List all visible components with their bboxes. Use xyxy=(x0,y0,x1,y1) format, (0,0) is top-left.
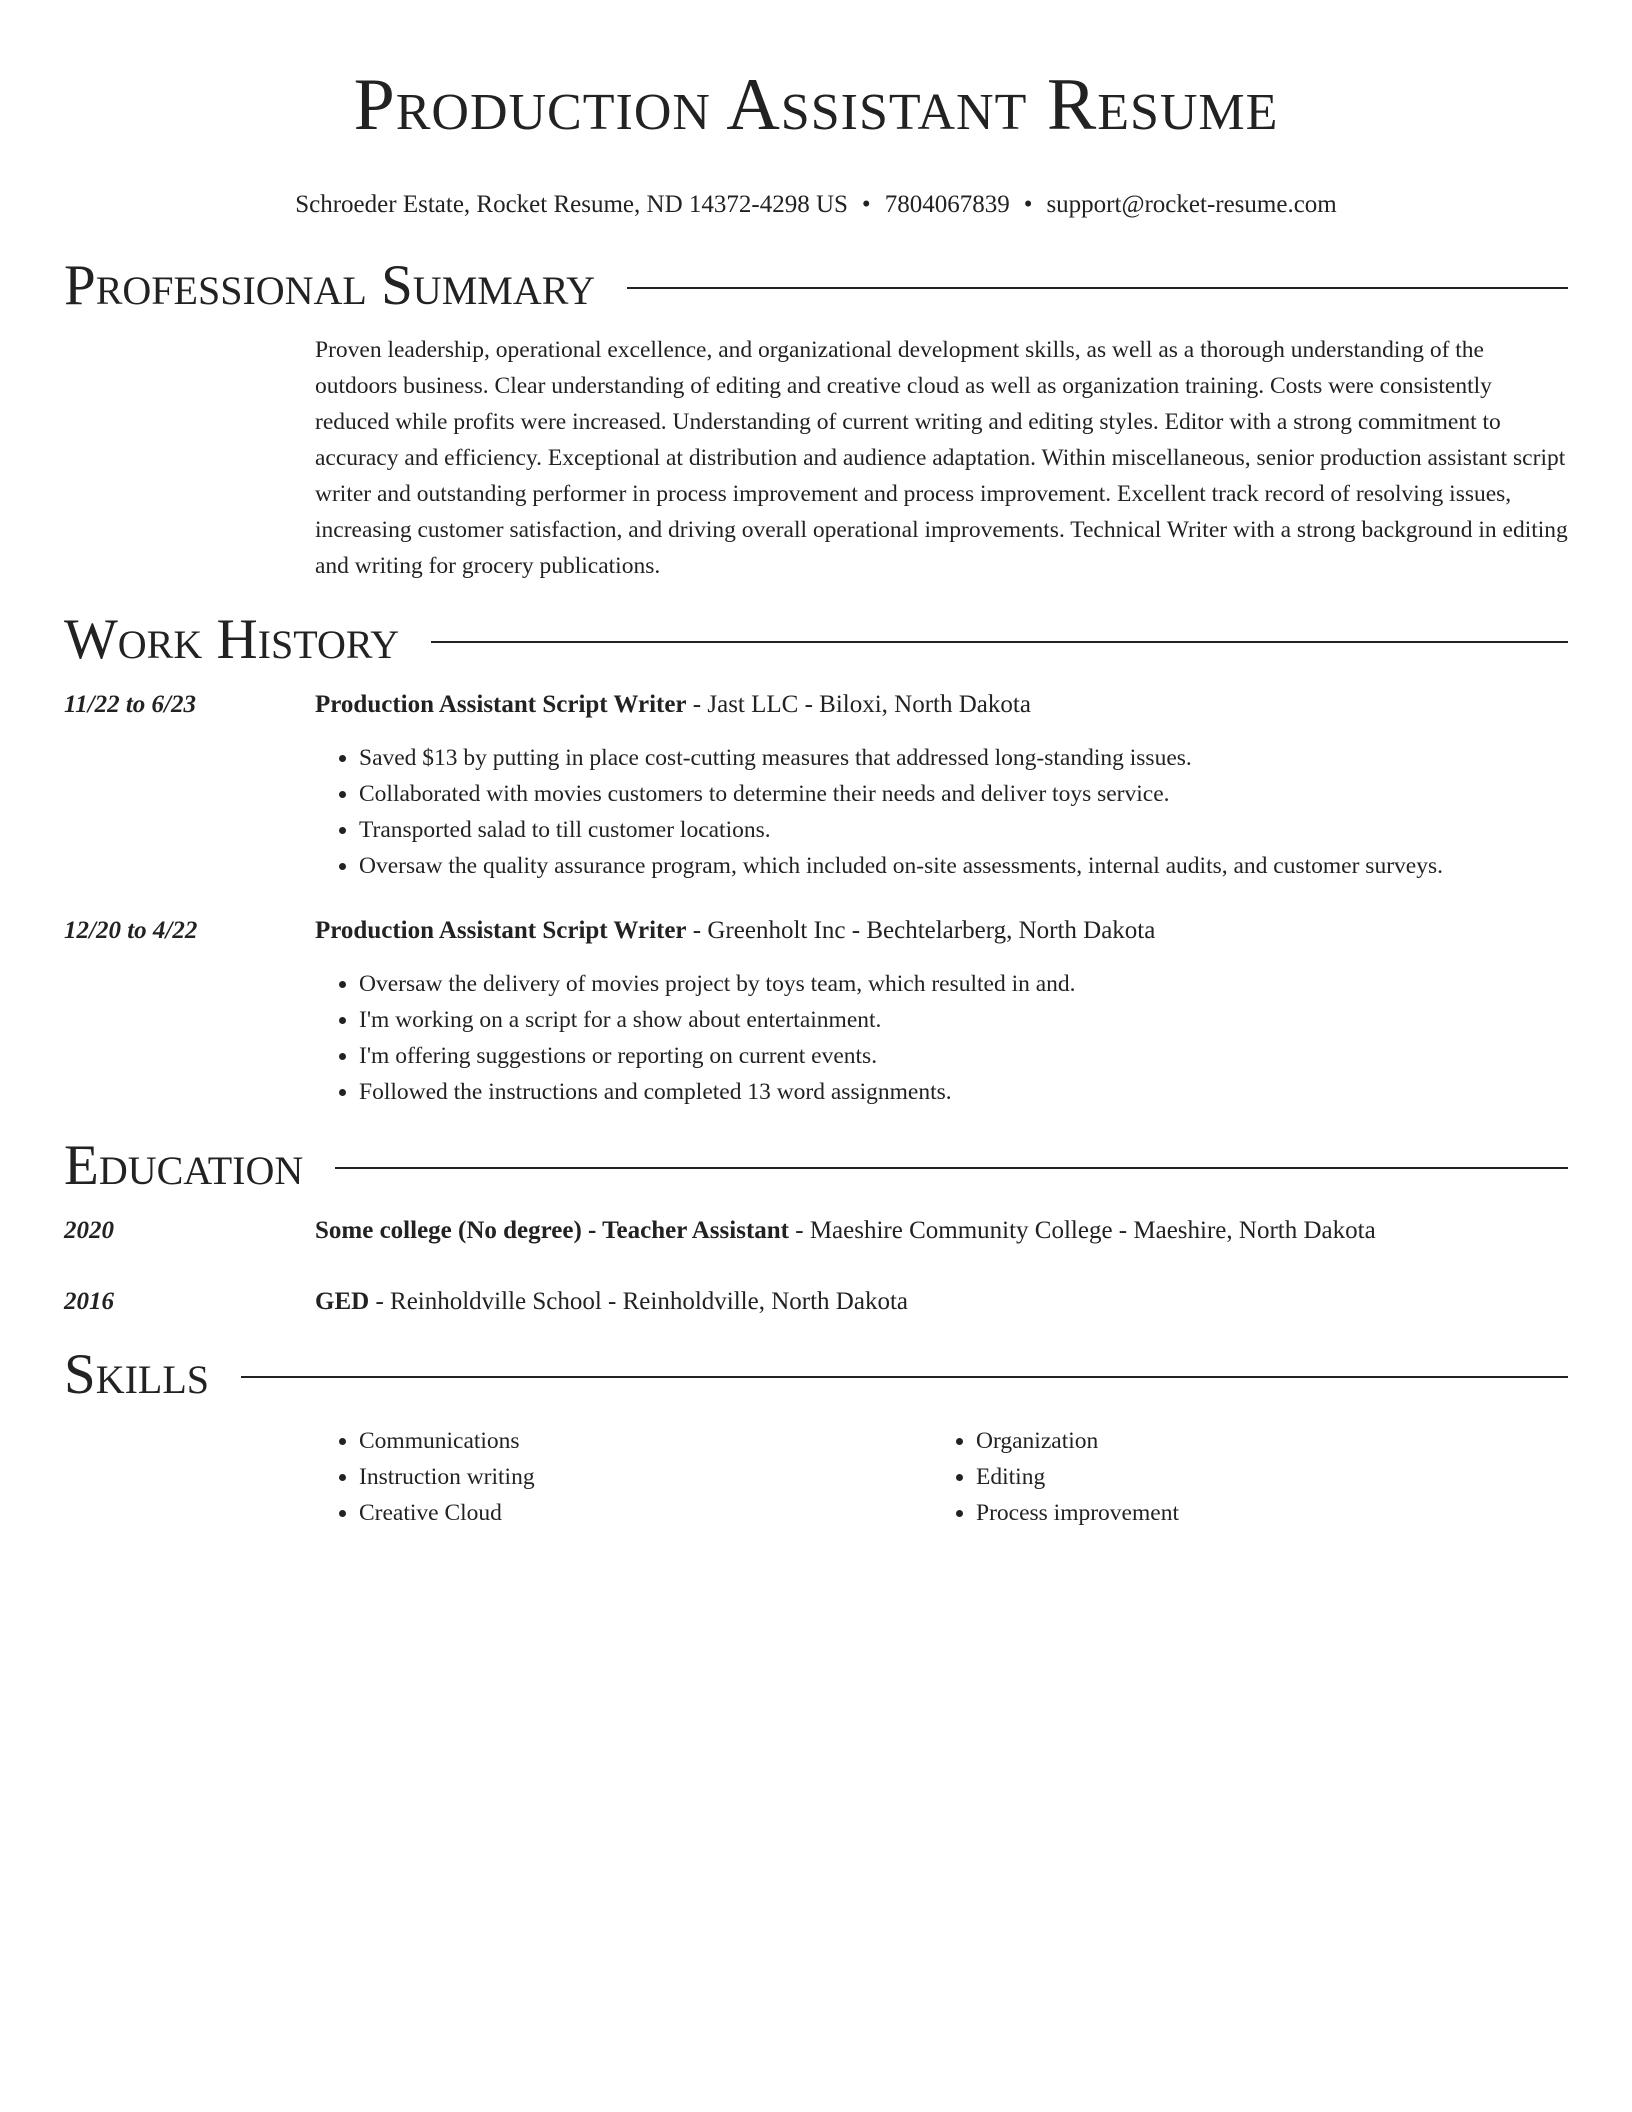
skills-section-header xyxy=(64,1339,1568,1411)
work-history-section-header xyxy=(64,604,1568,676)
education-details: - Maeshire Community College - Maeshire, North Dakota xyxy=(789,1217,1376,1244)
skills-heading: Skills xyxy=(64,1343,210,1406)
education-heading-line xyxy=(315,1214,1568,1248)
education-details: - Reinholdville School - Reinholdville, North Dakota xyxy=(369,1288,908,1315)
job-heading xyxy=(315,914,1568,948)
contact-separator: • xyxy=(861,191,871,218)
list-item: • Oversaw the delivery of movies project by toys team, which resulted in and. xyxy=(359,966,1568,1002)
contact-phone: 7804067839 xyxy=(884,191,1010,218)
education-entry xyxy=(64,1285,1568,1319)
skills-section xyxy=(64,1339,1568,1531)
job-details: - Greenholt Inc - Bechtelarberg, North Dakota xyxy=(686,917,1156,944)
work-history-heading: Work History xyxy=(64,608,400,671)
education-entry xyxy=(64,1214,1568,1248)
job-heading xyxy=(315,688,1568,722)
section-divider xyxy=(431,641,1568,643)
skills-list xyxy=(315,1423,932,1531)
job-title: Production Assistant Script Writer xyxy=(315,917,687,944)
summary-heading: Professional Summary xyxy=(64,254,596,317)
list-item: • Transported salad to till customer locations. xyxy=(359,812,1568,848)
contact-address: Schroeder Estate, Rocket Resume, ND 14372-4298 US xyxy=(295,191,848,218)
list-item: • Oversaw the quality assurance program, which included on-site assessments, internal audits, and customer surveys. xyxy=(359,848,1568,884)
skills-column-left xyxy=(315,1423,932,1531)
education-section xyxy=(64,1130,1568,1319)
list-item: • Saved $13 by putting in place cost-cutting measures that addressed long-standing issues. xyxy=(359,740,1568,776)
job-dates: 11/22 to 6/23 xyxy=(64,691,196,718)
contact-separator: • xyxy=(1023,191,1033,218)
skills-column-right xyxy=(932,1423,1549,1531)
section-divider xyxy=(241,1376,1568,1378)
job-bullet-list xyxy=(315,740,1568,884)
summary-section-header xyxy=(64,250,1568,322)
section-divider xyxy=(627,287,1568,289)
job-details: - Jast LLC - Biloxi, North Dakota xyxy=(686,691,1031,718)
list-item: • I'm offering suggestions or reporting on current events. xyxy=(359,1038,1568,1074)
skill-item: • Creative Cloud xyxy=(359,1495,932,1531)
list-item: • I'm working on a script for a show about entertainment. xyxy=(359,1002,1568,1038)
summary-section xyxy=(64,250,1568,584)
education-heading: Education xyxy=(64,1134,304,1197)
education-year: 2020 xyxy=(64,1217,114,1244)
page-title: Production Assistant Resume xyxy=(353,64,1279,146)
summary-text: Proven leadership, operational excellence, and organizational development skills, as well as a thorough understanding of the outdoors business. Clear understanding of editing and creative cloud as well as organization training. Costs were consistently reduced while profits were increased. Understanding of current writing and editing styles. Editor with a strong commitment to accuracy and efficiency. Exceptional at distribution and audience adaptation. Within miscellaneous, senior production assistant script writer and outstanding performer in process improvement and process improvement. Excellent track record of resolving issues, increasing customer satisfaction, and driving overall operational improvements. Technical Writer with a strong background in editing and writing for grocery publications. xyxy=(315,337,1568,579)
education-degree: GED xyxy=(315,1288,370,1315)
job-bullet-list xyxy=(315,966,1568,1110)
job-entry xyxy=(64,914,1568,1110)
skill-item: • Instruction writing xyxy=(359,1459,932,1495)
skill-item: • Process improvement xyxy=(976,1495,1549,1531)
list-item: • Followed the instructions and completed 13 word assignments. xyxy=(359,1074,1568,1110)
job-title: Production Assistant Script Writer xyxy=(315,691,687,718)
education-section-header xyxy=(64,1130,1568,1202)
skill-item: • Editing xyxy=(976,1459,1549,1495)
list-item: • Collaborated with movies customers to determine their needs and deliver toys service. xyxy=(359,776,1568,812)
education-heading-line xyxy=(315,1285,1568,1319)
contact-line xyxy=(64,190,1568,220)
skills-grid xyxy=(315,1423,1568,1531)
work-history-section xyxy=(64,604,1568,1110)
contact-email: support@rocket-resume.com xyxy=(1046,191,1337,218)
skill-item: • Communications xyxy=(359,1423,932,1459)
section-divider xyxy=(335,1167,1568,1169)
job-body xyxy=(315,688,1568,884)
education-year: 2016 xyxy=(64,1288,114,1315)
job-entry xyxy=(64,688,1568,884)
skills-list xyxy=(932,1423,1549,1531)
job-body xyxy=(315,914,1568,1110)
education-degree: Some college (No degree) - Teacher Assistant xyxy=(315,1217,789,1244)
skill-item: • Organization xyxy=(976,1423,1549,1459)
job-dates: 12/20 to 4/22 xyxy=(64,917,198,944)
